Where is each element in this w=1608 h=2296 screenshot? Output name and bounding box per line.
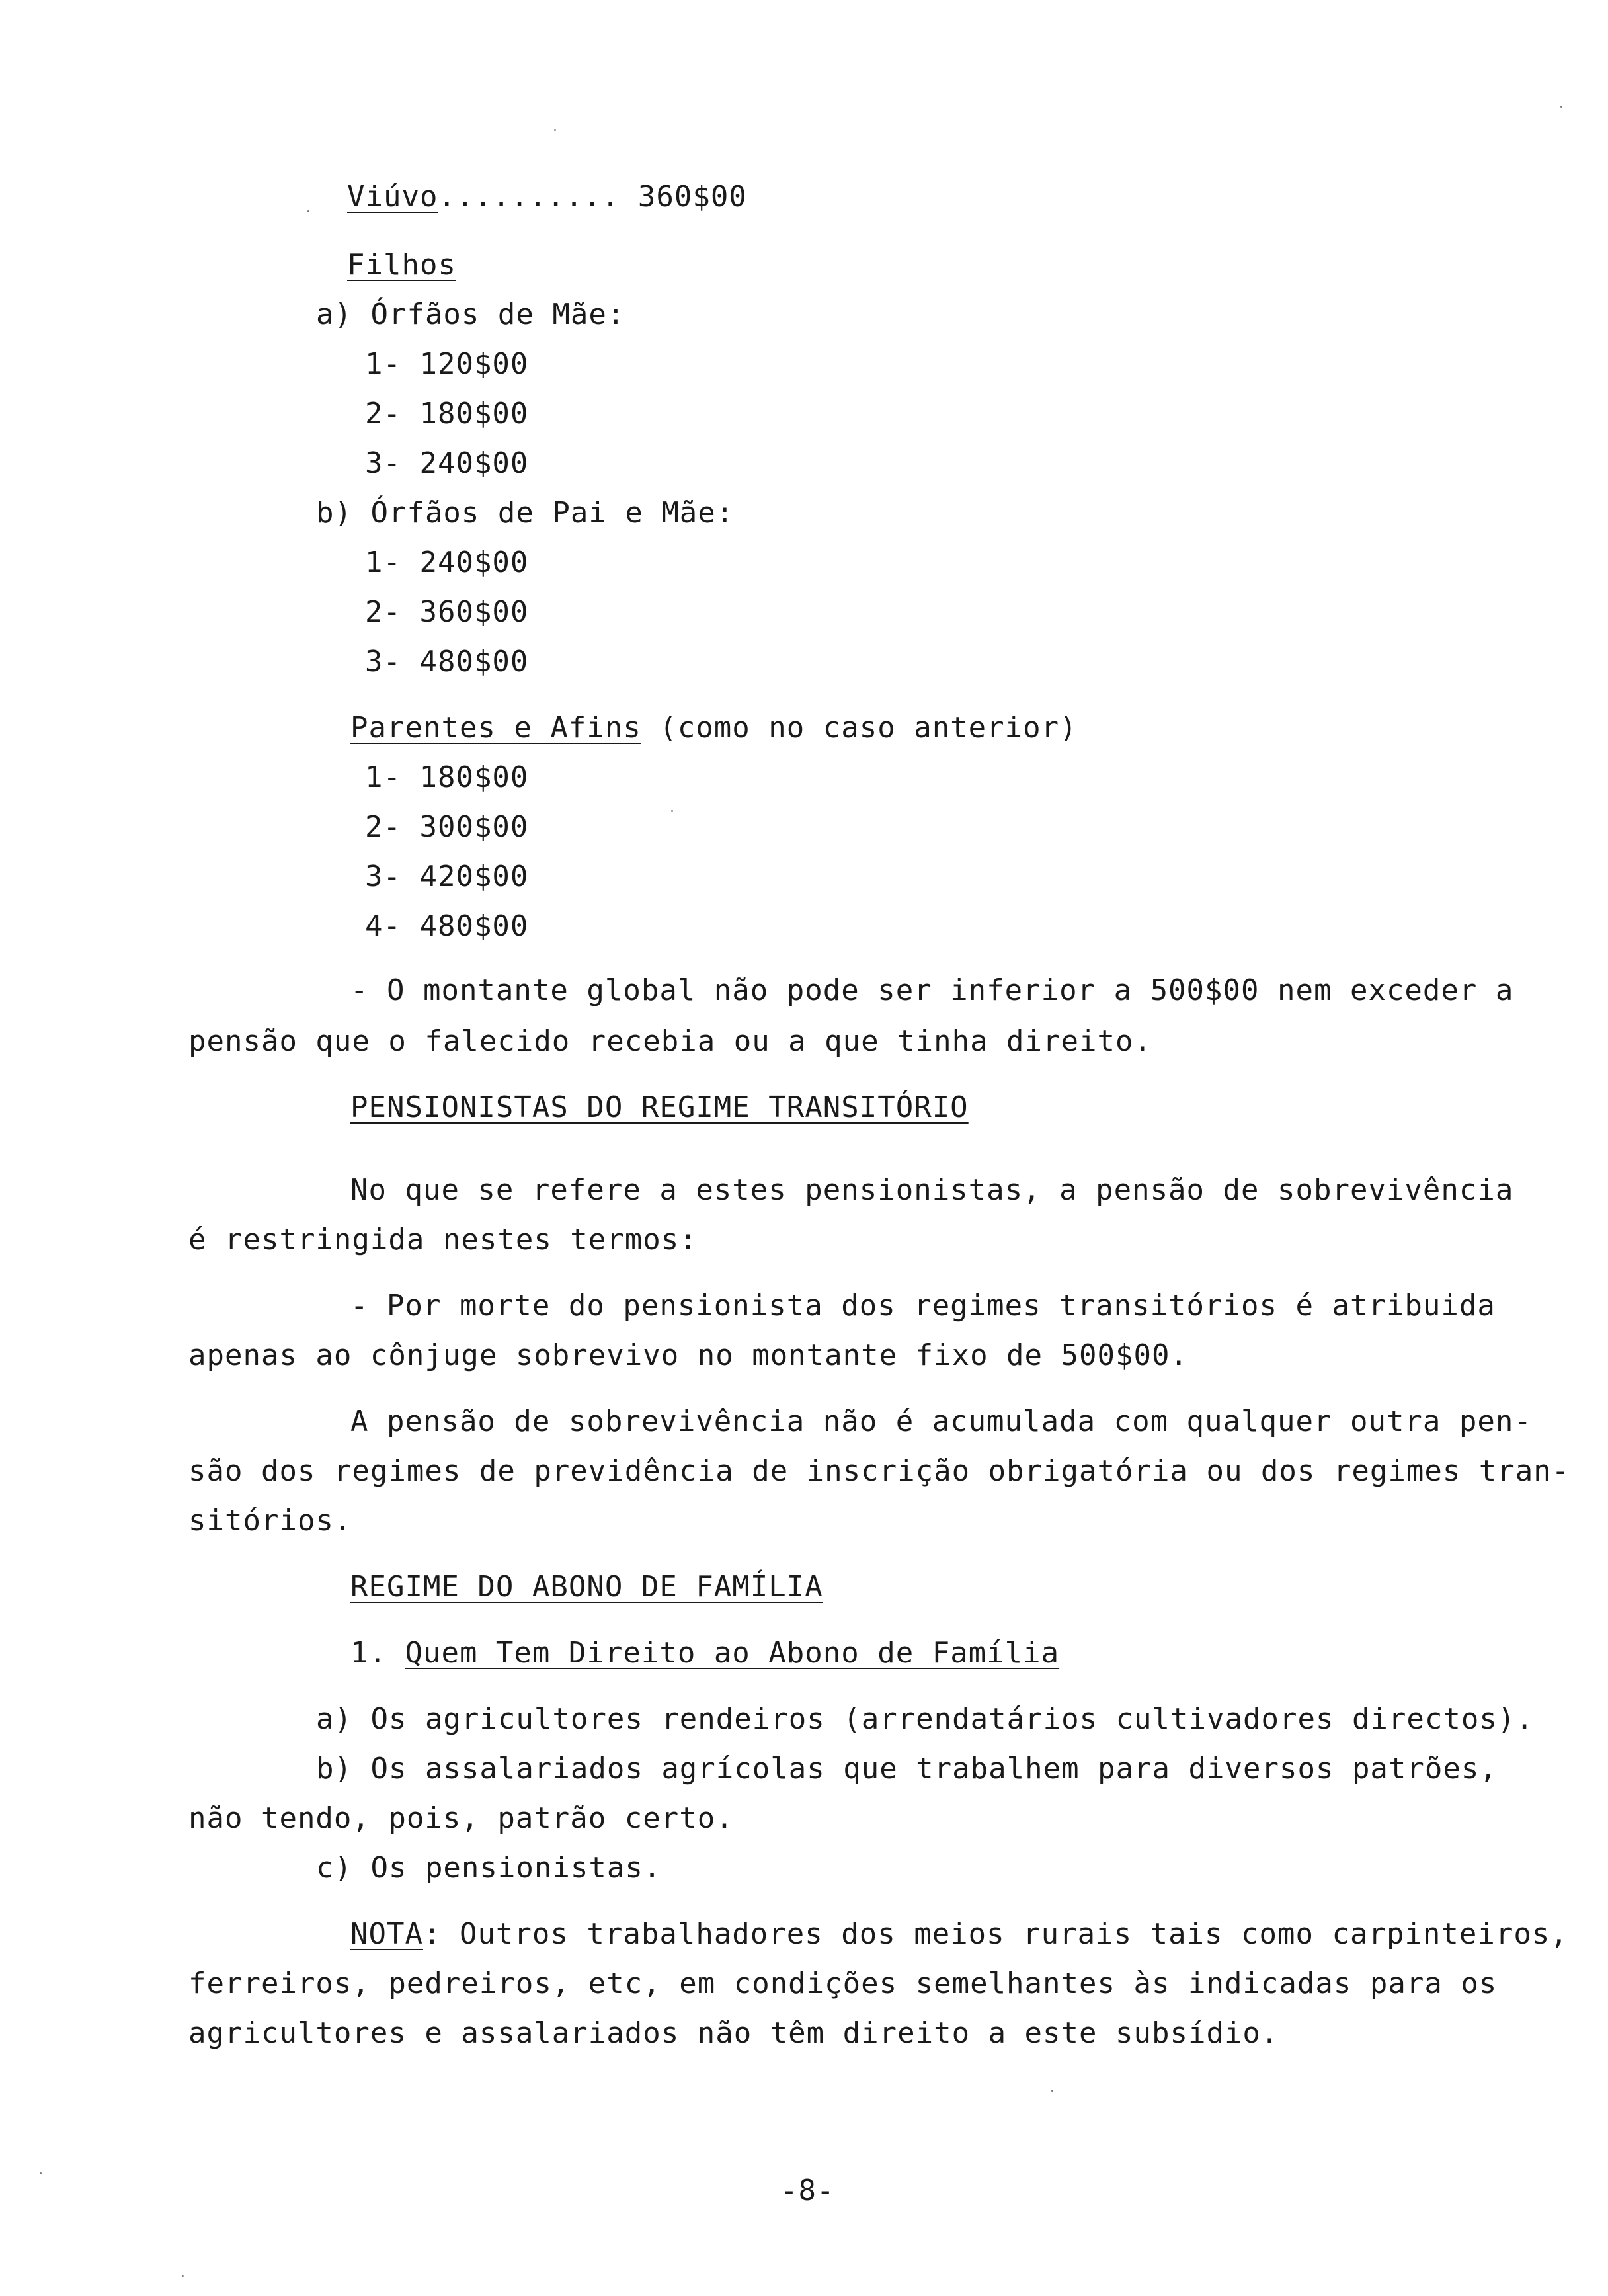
transitorio-p1-line-1: No que se refere a estes pensionistas, a pensão de sobrevivência (350, 1173, 1514, 1207)
nota-label: NOTA (350, 1917, 423, 1951)
nota-line-3: agricultores e assalariados não têm direito a este subsídio. (188, 2016, 1279, 2050)
nota-line-2: ferreiros, pedreiros, etc, em condições semelhantes às indicadas para os (188, 1967, 1498, 2000)
abono-subheading: Quem Tem Direito ao Abono de Família (405, 1636, 1060, 1670)
scan-speck (182, 2275, 184, 2277)
orfaos-pai-mae-item-1: 1- 240$00 (365, 546, 529, 579)
viuvo-value: 360$00 (637, 180, 747, 214)
nota-line-1 (350, 1916, 1568, 1953)
parentes-item-3: 3- 420$00 (365, 860, 529, 893)
parentes-note: (como no caso anterior) (641, 711, 1078, 745)
transitorio-p3-line-3: sitórios. (188, 1504, 352, 1538)
orfaos-mae-item-2: 2- 180$00 (365, 397, 529, 430)
scan-speck (1051, 2090, 1053, 2092)
orfaos-mae-label: a) Órfãos de Mãe: (316, 298, 625, 331)
scan-speck (671, 810, 673, 812)
abono-item-b-line-1: b) Os assalariados agrícolas que trabalhem para diversos patrões, (316, 1752, 1498, 1785)
parentes-item-1: 1- 180$00 (365, 760, 529, 794)
scan-speck (307, 210, 309, 212)
scan-speck (40, 2172, 42, 2174)
orfaos-mae-item-3: 3- 240$00 (365, 446, 529, 480)
montante-line-2: pensão que o falecido recebia ou a que tinha direito. (188, 1024, 1152, 1058)
orfaos-pai-mae-item-2: 2- 360$00 (365, 595, 529, 629)
scan-speck (1560, 106, 1562, 108)
filhos-heading: Filhos (347, 248, 456, 282)
nota-text-1: : Outros trabalhadores dos meios rurais tais como carpinteiros, (422, 1917, 1568, 1951)
parentes-heading: Parentes e Afins (350, 711, 641, 745)
abono-item-b-line-2: não tendo, pois, patrão certo. (188, 1801, 734, 1835)
viuvo-label: Viúvo (347, 180, 438, 214)
abono-subheading-number: 1. (350, 1636, 405, 1670)
orfaos-mae-item-1: 1- 120$00 (365, 347, 529, 381)
abono-item-a: a) Os agricultores rendeiros (arrendatários cultivadores directos). (316, 1702, 1534, 1736)
transitorio-heading: PENSIONISTAS DO REGIME TRANSITÓRIO (350, 1090, 969, 1124)
orfaos-pai-mae-label: b) Órfãos de Pai e Mãe: (316, 496, 735, 530)
scan-speck (554, 129, 556, 131)
transitorio-p2-line-2: apenas ao cônjuge sobrevivo no montante fixo de 500$00. (188, 1338, 1188, 1372)
transitorio-p3-line-2: são dos regimes de previdência de inscrição obrigatória ou dos regimes tran- (188, 1454, 1570, 1488)
viuvo-dots: .......... (438, 180, 620, 214)
parentes-item-2: 2- 300$00 (365, 810, 529, 844)
viuvo-line (347, 179, 747, 216)
parentes-item-4: 4- 480$00 (365, 909, 529, 943)
abono-item-c: c) Os pensionistas. (316, 1851, 662, 1885)
page-number: -8- (780, 2174, 835, 2207)
abono-subheading-line (350, 1635, 1059, 1672)
parentes-line (350, 710, 1078, 747)
abono-heading: REGIME DO ABONO DE FAMÍLIA (350, 1570, 823, 1604)
montante-line-1: - O montante global não pode ser inferior a 500$00 nem exceder a (350, 973, 1514, 1007)
transitorio-p3-line-1: A pensão de sobrevivência não é acumulada com qualquer outra pen- (350, 1405, 1532, 1438)
transitorio-p2-line-1: - Por morte do pensionista dos regimes transitórios é atribuida (350, 1289, 1496, 1323)
orfaos-pai-mae-item-3: 3- 480$00 (365, 645, 529, 678)
transitorio-p1-line-2: é restringida nestes termos: (188, 1223, 698, 1256)
